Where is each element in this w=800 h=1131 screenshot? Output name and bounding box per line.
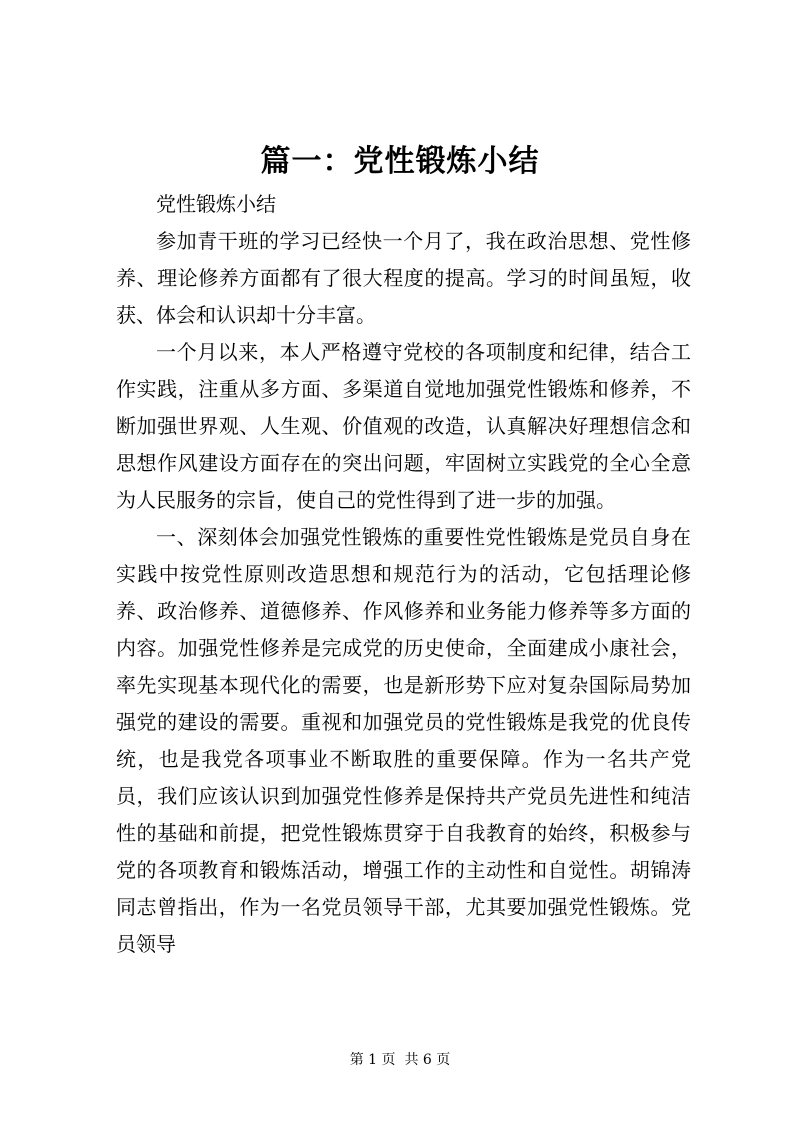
document-body (116, 186, 691, 963)
paragraph-section-one: 一、深刻体会加强党性锻炼的重要性党性锻炼是党员自身在实践中按党性原则改造思想和规范行为的活动，它包括理论修养、政治修养、道德修养、作风修养和业务能力修养等多方面的内容。加强党性修养是完成党的历史使命，全面建成小康社会，率先实现基本现代化的需要，也是新形势下应对复杂国际局势加强党的建设的需要。重视和加强党员的党性锻炼是我党的优良传统，也是我党各项事业不断取胜的重要保障。作为一名共产党员，我们应该认识到加强党性修养是保持共产党员先进性和纯洁性的基础和前提，把党性锻炼贯穿于自我教育的始终，积极参与党的各项教育和锻炼活动，增强工作的主动性和自觉性。胡锦涛同志曾指出，作为一名党员领导干部，尤其要加强党性锻炼。党员领导 (116, 525, 691, 956)
paragraph-discipline: 一个月以来，本人严格遵守党校的各项制度和纪律，结合工作实践，注重从多方面、多渠道自觉地加强党性锻炼和修养，不断加强世界观、人生观、价值观的改造，认真解决好理想信念和思想作风建设方面存在的突出问题，牢固树立实践党的全心全意为人民服务的宗旨，使自己的党性得到了进一步的加强。 (116, 340, 691, 512)
paragraph-intro: 参加青干班的学习已经快一个月了，我在政治思想、党性修养、理论修养方面都有了很大程度的提高。学习的时间虽短，收获、体会和认识却十分丰富。 (116, 229, 691, 327)
page-number-label: 第 1 页 共 6 页 (349, 1052, 451, 1068)
page-footer (0, 1050, 800, 1070)
paragraph-heading: 党性锻炼小结 (156, 192, 276, 216)
document-title: 篇一：党性锻炼小结 (260, 144, 540, 179)
